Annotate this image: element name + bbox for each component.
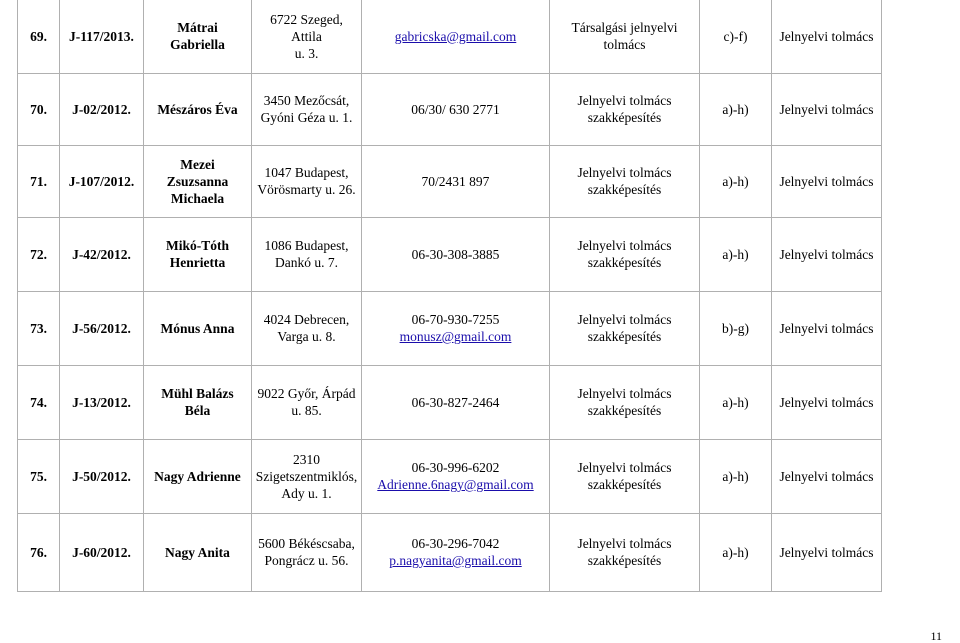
- table-row: [18, 217, 882, 291]
- contact-cell: [362, 513, 550, 591]
- registration-id-cell: J-02/2012.: [60, 73, 144, 145]
- name-line: Michaela: [170, 190, 225, 206]
- address-cell: [252, 217, 362, 291]
- qualification-line: Jelnyelvi tolmács: [577, 93, 672, 108]
- name-line: Gabriella: [170, 37, 225, 53]
- registration-id-cell: J-56/2012.: [60, 291, 144, 365]
- address-line: u. 85.: [291, 403, 322, 418]
- qualification-cell: [550, 217, 700, 291]
- name-cell: [144, 0, 252, 73]
- address-line: 1047 Budapest,: [264, 165, 349, 180]
- address-line: Dankó u. 7.: [275, 255, 338, 270]
- address-line: 5600 Békéscsaba,: [258, 536, 355, 551]
- contact-cell: [362, 145, 550, 217]
- address-cell: [252, 73, 362, 145]
- scope-cell: a)-h): [700, 217, 772, 291]
- qualification-cell: [550, 513, 700, 591]
- qualification-cell: [550, 0, 700, 73]
- address-cell: [252, 439, 362, 513]
- role-cell: Jelnyelvi tolmács: [772, 0, 882, 73]
- name-line: Mátrai: [177, 20, 218, 36]
- phone-line: 06-30-308-3885: [411, 246, 500, 262]
- registration-id-cell: J-60/2012.: [60, 513, 144, 591]
- name-line: Mühl Balázs: [161, 386, 234, 401]
- scope-cell: a)-h): [700, 145, 772, 217]
- registration-id-cell: J-117/2013.: [60, 0, 144, 73]
- role-cell: Jelnyelvi tolmács: [772, 365, 882, 439]
- contact-cell: [362, 439, 550, 513]
- email-link[interactable]: gabricska@gmail.com: [394, 28, 517, 44]
- email-link[interactable]: Adrienne.6nagy@gmail.com: [377, 477, 534, 492]
- qualification-line: Társalgási jelnyelvi: [571, 20, 678, 36]
- qualification-line: Jelnyelvi tolmács: [577, 460, 672, 475]
- qualification-line: Jelnyelvi tolmács: [577, 312, 672, 327]
- qualification-line: szakképesítés: [587, 182, 662, 197]
- address-line: 9022 Győr, Árpád: [257, 386, 356, 401]
- row-number-cell: 72.: [18, 217, 60, 291]
- row-number-cell: 76.: [18, 513, 60, 591]
- contact-cell: [362, 217, 550, 291]
- interpreter-registry-table: [17, 0, 882, 592]
- name-line: Zsuzsanna: [166, 173, 229, 189]
- qualification-line: szakképesítés: [587, 110, 662, 125]
- phone-line: 06-30-296-7042: [411, 536, 500, 551]
- page-number: 11: [930, 629, 942, 643]
- name-cell: [144, 217, 252, 291]
- address-line: 2310: [293, 451, 320, 467]
- name-line: Béla: [184, 403, 211, 418]
- name-line: Henrietta: [169, 255, 226, 270]
- contact-cell: [362, 291, 550, 365]
- qualification-line: szakképesítés: [587, 553, 662, 568]
- qualification-line: Jelnyelvi tolmács: [577, 386, 672, 401]
- row-number-cell: 75.: [18, 439, 60, 513]
- row-number-cell: 70.: [18, 73, 60, 145]
- qualification-cell: [550, 291, 700, 365]
- qualification-line: szakképesítés: [587, 255, 662, 270]
- role-cell: Jelnyelvi tolmács: [772, 513, 882, 591]
- name-cell: [144, 513, 252, 591]
- qualification-line: tolmács: [603, 37, 646, 53]
- name-cell: [144, 291, 252, 365]
- address-cell: [252, 365, 362, 439]
- registration-id-cell: J-50/2012.: [60, 439, 144, 513]
- qualification-cell: [550, 73, 700, 145]
- address-line: Vörösmarty u. 26.: [257, 182, 356, 197]
- qualification-cell: [550, 439, 700, 513]
- address-cell: [252, 145, 362, 217]
- row-number-cell: 69.: [18, 0, 60, 73]
- role-cell: Jelnyelvi tolmács: [772, 73, 882, 145]
- phone-line: 06-30-827-2464: [411, 394, 500, 410]
- contact-cell: [362, 365, 550, 439]
- name-line: Nagy Anita: [165, 544, 230, 560]
- table-row: [18, 439, 882, 513]
- qualification-cell: [550, 365, 700, 439]
- scope-cell: a)-h): [700, 513, 772, 591]
- address-line: u. 3.: [294, 45, 319, 61]
- registration-id-cell: J-13/2012.: [60, 365, 144, 439]
- registration-id-cell: J-42/2012.: [60, 217, 144, 291]
- phone-line: 70/2431 897: [421, 173, 490, 189]
- address-cell: [252, 513, 362, 591]
- role-cell: Jelnyelvi tolmács: [772, 145, 882, 217]
- role-cell: Jelnyelvi tolmács: [772, 439, 882, 513]
- scope-cell: c)-f): [700, 0, 772, 73]
- registration-id-cell: J-107/2012.: [60, 145, 144, 217]
- role-cell: Jelnyelvi tolmács: [772, 291, 882, 365]
- name-cell: [144, 439, 252, 513]
- qualification-line: szakképesítés: [587, 403, 662, 418]
- table-row: [18, 145, 882, 217]
- address-line: Ady u. 1.: [281, 485, 332, 501]
- name-cell: [144, 145, 252, 217]
- name-line: Mezei: [180, 156, 215, 172]
- phone-line: 06-70-930-7255: [411, 312, 500, 327]
- address-line: 1086 Budapest,: [264, 238, 349, 253]
- address-line: 6722 Szeged, Attila: [270, 11, 343, 44]
- table-row: [18, 513, 882, 591]
- scope-cell: a)-h): [700, 73, 772, 145]
- table-row: [18, 0, 882, 73]
- qualification-line: Jelnyelvi tolmács: [577, 536, 672, 551]
- table-row: [18, 291, 882, 365]
- qualification-line: szakképesítés: [587, 329, 662, 344]
- scope-cell: b)-g): [700, 291, 772, 365]
- row-number-cell: 74.: [18, 365, 60, 439]
- address-line: Szigetszentmiklós,: [255, 468, 358, 484]
- row-number-cell: 71.: [18, 145, 60, 217]
- role-cell: Jelnyelvi tolmács: [772, 217, 882, 291]
- name-line: Nagy Adrienne: [154, 468, 241, 484]
- address-line: Pongrácz u. 56.: [264, 553, 349, 568]
- table-row: [18, 73, 882, 145]
- phone-line: 06/30/ 630 2771: [411, 101, 500, 117]
- address-line: Varga u. 8.: [277, 329, 336, 344]
- qualification-line: Jelnyelvi tolmács: [577, 165, 672, 180]
- scope-cell: a)-h): [700, 439, 772, 513]
- qualification-cell: [550, 145, 700, 217]
- address-line: 3450 Mezőcsát,: [263, 93, 350, 108]
- address-line: Gyóni Géza u. 1.: [260, 110, 353, 125]
- address-line: 4024 Debrecen,: [263, 312, 350, 327]
- address-cell: [252, 291, 362, 365]
- scope-cell: a)-h): [700, 365, 772, 439]
- qualification-line: szakképesítés: [587, 477, 662, 492]
- email-link[interactable]: p.nagyanita@gmail.com: [389, 553, 522, 568]
- table-row: [18, 365, 882, 439]
- row-number-cell: 73.: [18, 291, 60, 365]
- name-line: Mészáros Éva: [157, 101, 238, 117]
- address-cell: [252, 0, 362, 73]
- name-cell: [144, 73, 252, 145]
- name-cell: [144, 365, 252, 439]
- contact-cell: [362, 73, 550, 145]
- phone-line: 06-30-996-6202: [411, 460, 500, 475]
- email-link[interactable]: monusz@gmail.com: [399, 329, 512, 344]
- name-line: Mónus Anna: [160, 320, 235, 336]
- qualification-line: Jelnyelvi tolmács: [577, 238, 672, 253]
- name-line: Mikó-Tóth: [165, 238, 229, 253]
- contact-cell: [362, 0, 550, 73]
